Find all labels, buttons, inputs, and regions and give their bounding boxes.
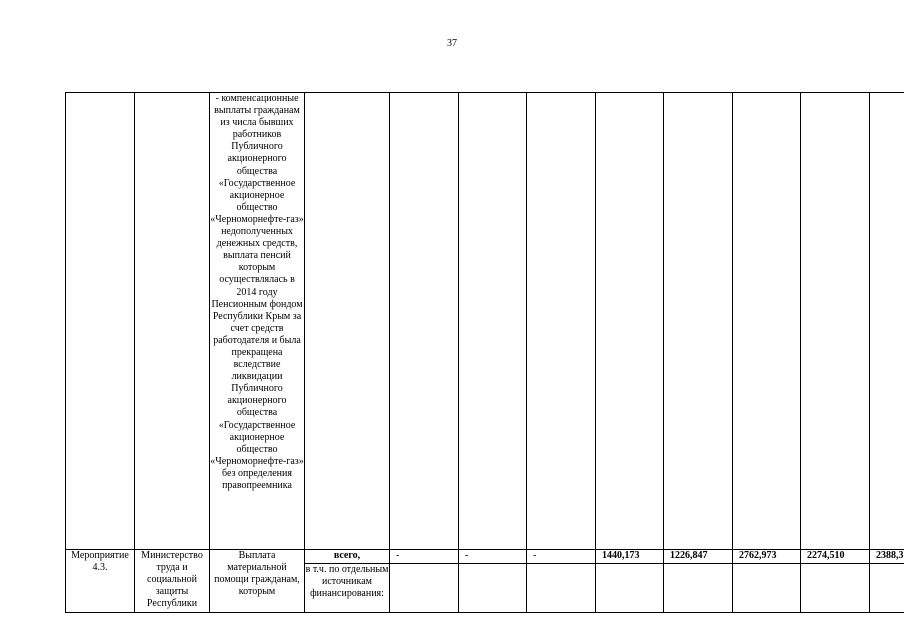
subrow-divider bbox=[304, 563, 904, 564]
table-bottom-border bbox=[65, 612, 904, 613]
value-cell: 2388,3 bbox=[876, 550, 904, 561]
column-border bbox=[134, 92, 135, 613]
value-cell: 1440,173 bbox=[602, 550, 640, 561]
value-cell: 2274,510 bbox=[807, 550, 845, 561]
column-border bbox=[526, 92, 527, 613]
value-cell: - bbox=[396, 550, 400, 561]
column-border bbox=[458, 92, 459, 613]
source-total-label: всего, bbox=[333, 550, 361, 561]
table-top-border bbox=[65, 92, 904, 93]
value-cell: 1226,847 bbox=[670, 550, 708, 561]
value-cell: - bbox=[465, 550, 469, 561]
column-border bbox=[65, 92, 66, 613]
column-border bbox=[800, 92, 801, 613]
value-cell: 2762,973 bbox=[739, 550, 777, 561]
column-border bbox=[595, 92, 596, 613]
column-border bbox=[663, 92, 664, 613]
page-number: 37 bbox=[447, 38, 457, 49]
column-border bbox=[389, 92, 390, 613]
measure-number: Мероприятие 4.3. bbox=[71, 550, 129, 574]
column-border bbox=[304, 92, 305, 613]
value-cell: - bbox=[533, 550, 537, 561]
measure-description: Выплата материальной помощи гражданам, которым bbox=[214, 550, 300, 598]
source-breakdown-label: в т.ч. по отдельным источникам финансирования: bbox=[305, 564, 389, 600]
compensation-payments-description: - компенсационные выплаты гражданам из числа бывших работников Публичного акционерного общества «Государственное акционерное общество «Черноморнефте-газ» недополученных денежных средств, выплата пенсий которым осуществлялась в 2014 году Пенсионным фондом Республики Крым за счет средств работодателя и была прекращена вследствие ликвидации Публичного акционерного общества «Государственное акционерное общество «Черноморнефте-газ» без определения правопреемника bbox=[210, 93, 304, 491]
column-border bbox=[732, 92, 733, 613]
column-border bbox=[869, 92, 870, 613]
executor-cell: Министерство труда и социальной защиты Республики bbox=[141, 550, 203, 610]
